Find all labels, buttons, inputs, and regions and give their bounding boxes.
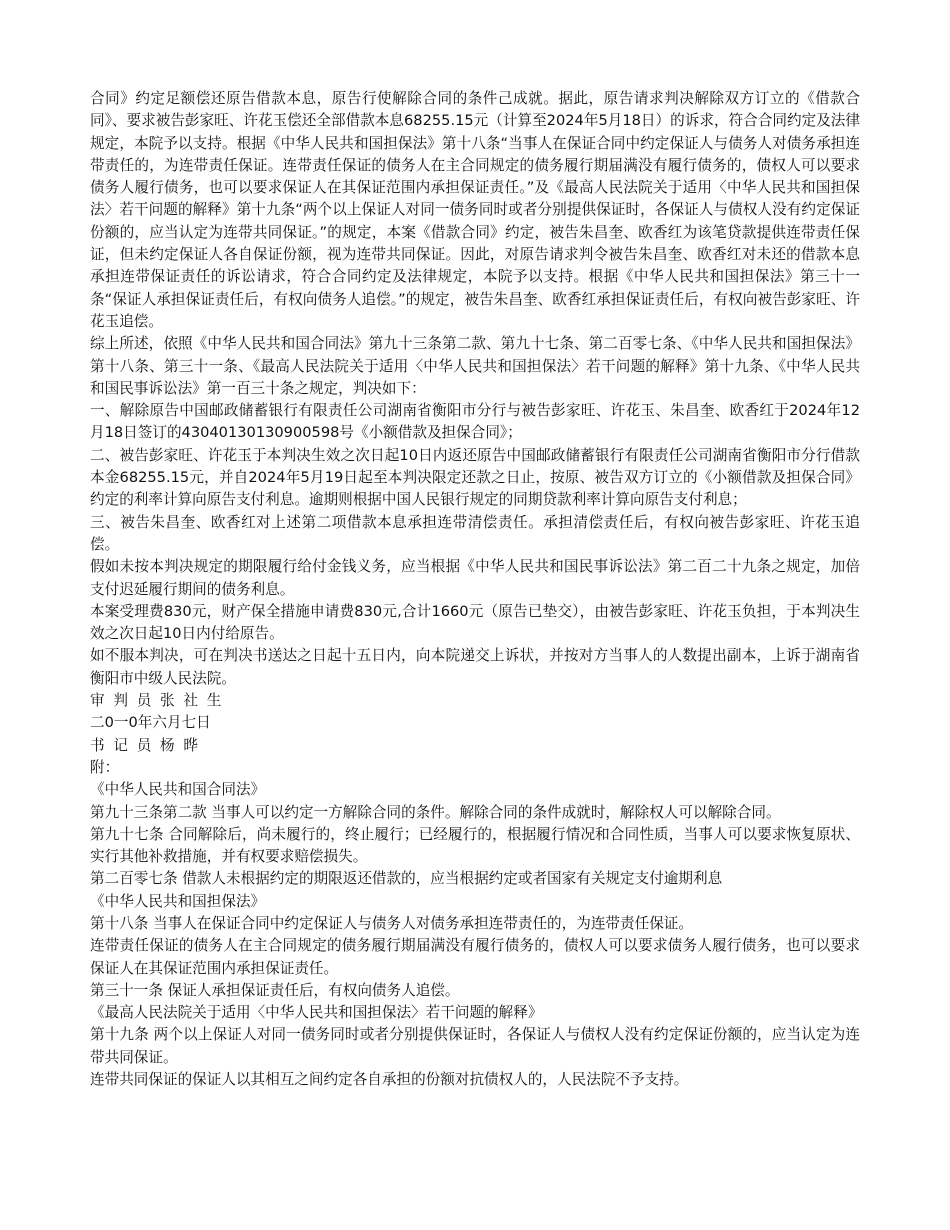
clerk-signature: 书记员杨晔 bbox=[90, 736, 207, 754]
appendix-article: 连带共同保证的保证人以其相互之间约定各自承担的份额对抗债权人的，人民法院不予支持。 bbox=[90, 1071, 689, 1089]
legal-basis-paragraph: 综上所述，依照《中华人民共和国合同法》第九十三条第二款、第九十七条、第二百零七条、《中华人民共和国担保法》第十八条、第三十一条、《最高人民法院关于适用〈中华人民共和国担保法〉若干问题的解释》第十九条、《中华人民共和国民事诉讼法》第一百三十条之规定，判决如下： bbox=[90, 335, 860, 397]
ruling-item-1: 一、解除原告中国邮政储蓄银行有限责任公司湖南省衡阳市分行与被告彭家旺、许花玉、朱昌奎、欧香红于2024年12月18日签订的43040130130900598号《小额借款及担保合同》； bbox=[90, 402, 860, 442]
appendix-article: 第十八条 当事人在保证合同中约定保证人与债务人对债务承担连带责任的，为连带责任保证。 bbox=[90, 914, 693, 932]
appendix-article: 连带责任保证的债务人在主合同规定的债务履行期届满没有履行债务的，债权人可以要求债务人履行债务，也可以要求保证人在其保证范围内承担保证责任。 bbox=[90, 937, 860, 977]
ruling-item-3: 三、被告朱昌奎、欧香红对上述第二项借款本息承担连带清偿责任。承担清偿责任后，有权向被告彭家旺、许花玉追偿。 bbox=[90, 513, 860, 553]
appendix-law-title: 《中华人民共和国担保法》 bbox=[90, 892, 266, 910]
ruling-item-2: 二、被告彭家旺、许花玉于本判决生效之次日起10日内返还原告中国邮政储蓄银行有限责任公司湖南省衡阳市分行借款本金68255.15元，并自2024年5月19日起至本判决限定还款之日止，按原、被告双方订立的《小额借款及担保合同》约定的利率计算向原告支付利息。逾期则根据中国人民银行规定的同期贷款利率计算向原告支付利息； bbox=[90, 446, 860, 509]
judgment-date: 二0一0年六月七日 bbox=[90, 714, 211, 732]
reasoning-paragraph: 合同》约定足额偿还原告借款本息，原告行使解除合同的条件己成就。据此，原告请求判决解除双方订立的《借款合同》、要求被告彭家旺、许花玉偿还全部借款本息68255.15元（计算至2024年5月18日）的诉求，符合合同约定及法律规定，本院予以支持。根据《中华人民共和国担保法》第十八条“当事人在保证合同中约定保证人与债务人对债务承担连带责任的，为连带责任保证。连带责任保证的债务人在主合同规定的债务履行期届满没有履行债务的，债权人可以要求债务人履行债务，也可以要求保证人在其保证范围内承担保证责任。”及《最高人民法院关于适用〈中华人民共和国担保法〉若干问题的解释》第十九条“两个以上保证人对同一债务同时或者分别提供保证时，各保证人与债权人没有约定保证份额的，应当认定为连带共同保证。”的规定，本案《借款合同》约定，被告朱昌奎、欧香红为该笔贷款提供连带责任保证，但未约定保证人各自保证份额，视为连带共同保证。因此，对原告请求判令被告朱昌奎、欧香红对未还的借款本息承担连带保证责任的诉讼请求，符合合同约定及法律规定，本院予以支持。根据《中华人民共和国担保法》第三十一条“保证人承担保证责任后，有权向债务人追偿。”的规定，被告朱昌奎、欧香红承担保证责任后，有权向被告彭家旺、许花玉追偿。 bbox=[90, 90, 860, 330]
appendix-law-title: 《中华人民共和国合同法》 bbox=[90, 781, 266, 799]
judge-signature: 审判员张社生 bbox=[90, 692, 231, 710]
appendix-article: 第二百零七条 借款人未根据约定的期限返还借款的，应当根据约定或者国家有关规定支付逾期利息 bbox=[90, 870, 723, 888]
judgment-document bbox=[90, 88, 860, 1091]
appendix-label: 附： bbox=[90, 758, 120, 776]
court-fee-paragraph: 本案受理费830元，财产保全措施申请费830元,合计1660元（原告已垫交），由被告彭家旺、许花玉负担，于本判决生效之次日起10日内付给原告。 bbox=[90, 602, 860, 643]
appeal-paragraph: 如不服本判决，可在判决书送达之日起十五日内，向本院递交上诉状，并按对方当事人的人数提出副本，上诉于湖南省衡阳市中级人民法院。 bbox=[90, 647, 860, 687]
appendix-article: 第三十一条 保证人承担保证责任后，有权向债务人追偿。 bbox=[90, 981, 460, 999]
late-payment-paragraph: 假如未按本判决规定的期限履行给付金钱义务，应当根据《中华人民共和国民事诉讼法》第二百二十九条之规定，加倍支付迟延履行期间的债务利息。 bbox=[90, 558, 860, 598]
appendix-article: 第十九条 两个以上保证人对同一债务同时或者分别提供保证时，各保证人与债权人没有约定保证份额的，应当认定为连带共同保证。 bbox=[90, 1026, 860, 1066]
appendix-article: 第九十七条 合同解除后，尚未履行的，终止履行；已经履行的，根据履行情况和合同性质，当事人可以要求恢复原状、实行其他补救措施，并有权要求赔偿损失。 bbox=[90, 825, 860, 866]
appendix-law-title: 《最高人民法院关于适用〈中华人民共和国担保法〉若干问题的解释》 bbox=[90, 1004, 543, 1022]
appendix-article: 第九十三条第二款 当事人可以约定一方解除合同的条件。解除合同的条件成就时，解除权人可以解除合同。 bbox=[90, 803, 781, 821]
